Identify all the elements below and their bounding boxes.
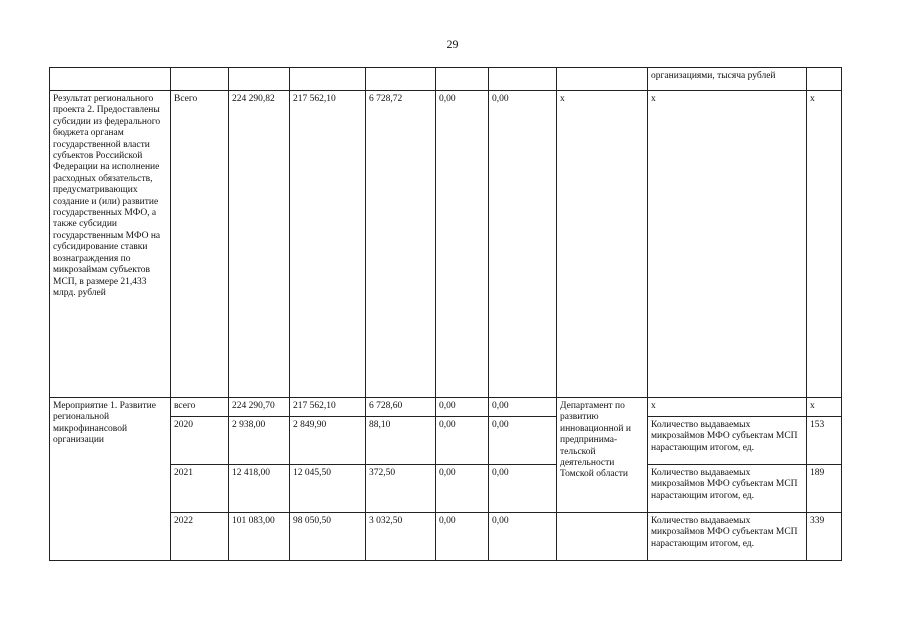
result-year: Всего — [171, 91, 229, 398]
event-other: 0,00 — [489, 465, 557, 513]
result-total: 224 290,82 — [229, 91, 290, 398]
event-executor: Департамент по развитию инновационной и предпринима-тельской деятельности Томской области — [557, 398, 648, 513]
result-regional: 6 728,72 — [366, 91, 436, 398]
event-local: 0,00 — [436, 465, 489, 513]
event-value: 339 — [807, 513, 842, 561]
event-indicator: x — [648, 398, 807, 417]
result-title: Результат регионального проекта 2. Предоставлены субсидии из федерального бюджета органам государственной власти субъектов Российской Федерации на исполнение расходных обязательств, предусматривающих создание и (или) развитие государственных МФО, а также субсидии государственным МФО на субсидирование ставки вознаграждения по микрозаймам субъектов МСП, в размере 21,433 млрд. рублей — [50, 91, 171, 398]
budget-table — [49, 67, 842, 561]
result-local: 0,00 — [436, 91, 489, 398]
event-total: 101 083,00 — [229, 513, 290, 561]
event-year: всего — [171, 398, 229, 417]
event-regional: 6 728,60 — [366, 398, 436, 417]
empty-cell — [557, 513, 648, 561]
event-federal: 12 045,50 — [290, 465, 366, 513]
result-federal: 217 562,10 — [290, 91, 366, 398]
empty-cell — [171, 68, 229, 91]
result-indicator: x — [648, 91, 807, 398]
event-other: 0,00 — [489, 513, 557, 561]
event-title: Мероприятие 1. Развитие региональной микрофинансовой организации — [50, 398, 171, 561]
event-indicator: Количество выдаваемых микрозаймов МФО субъектам МСП нарастающим итогом, ед. — [648, 417, 807, 465]
event-federal: 98 050,50 — [290, 513, 366, 561]
indicator-continuation: организациями, тысяча рублей — [648, 68, 807, 91]
event-regional: 3 032,50 — [366, 513, 436, 561]
event-federal: 2 849,90 — [290, 417, 366, 465]
event-value: 153 — [807, 417, 842, 465]
event-year: 2020 — [171, 417, 229, 465]
empty-cell — [557, 68, 648, 91]
event-regional: 372,50 — [366, 465, 436, 513]
event-indicator: Количество выдаваемых микрозаймов МФО субъектам МСП нарастающим итогом, ед. — [648, 465, 807, 513]
result-value: x — [807, 91, 842, 398]
empty-cell — [366, 68, 436, 91]
result-row — [50, 91, 842, 398]
empty-cell — [229, 68, 290, 91]
empty-cell — [489, 68, 557, 91]
continuation-row — [50, 68, 842, 91]
event-value: x — [807, 398, 842, 417]
result-other: 0,00 — [489, 91, 557, 398]
event-regional: 88,10 — [366, 417, 436, 465]
empty-cell — [807, 68, 842, 91]
result-executor: x — [557, 91, 648, 398]
event-value: 189 — [807, 465, 842, 513]
event-local: 0,00 — [436, 513, 489, 561]
event-other: 0,00 — [489, 398, 557, 417]
empty-cell — [436, 68, 489, 91]
event-federal: 217 562,10 — [290, 398, 366, 417]
event-local: 0,00 — [436, 417, 489, 465]
event-indicator: Количество выдаваемых микрозаймов МФО субъектам МСП нарастающим итогом, ед. — [648, 513, 807, 561]
event-year: 2022 — [171, 513, 229, 561]
page-number: 29 — [446, 37, 459, 51]
event-row-total — [50, 398, 842, 417]
event-total: 2 938,00 — [229, 417, 290, 465]
empty-cell — [290, 68, 366, 91]
event-total: 224 290,70 — [229, 398, 290, 417]
event-year: 2021 — [171, 465, 229, 513]
event-other: 0,00 — [489, 417, 557, 465]
empty-cell — [50, 68, 171, 91]
event-total: 12 418,00 — [229, 465, 290, 513]
event-local: 0,00 — [436, 398, 489, 417]
